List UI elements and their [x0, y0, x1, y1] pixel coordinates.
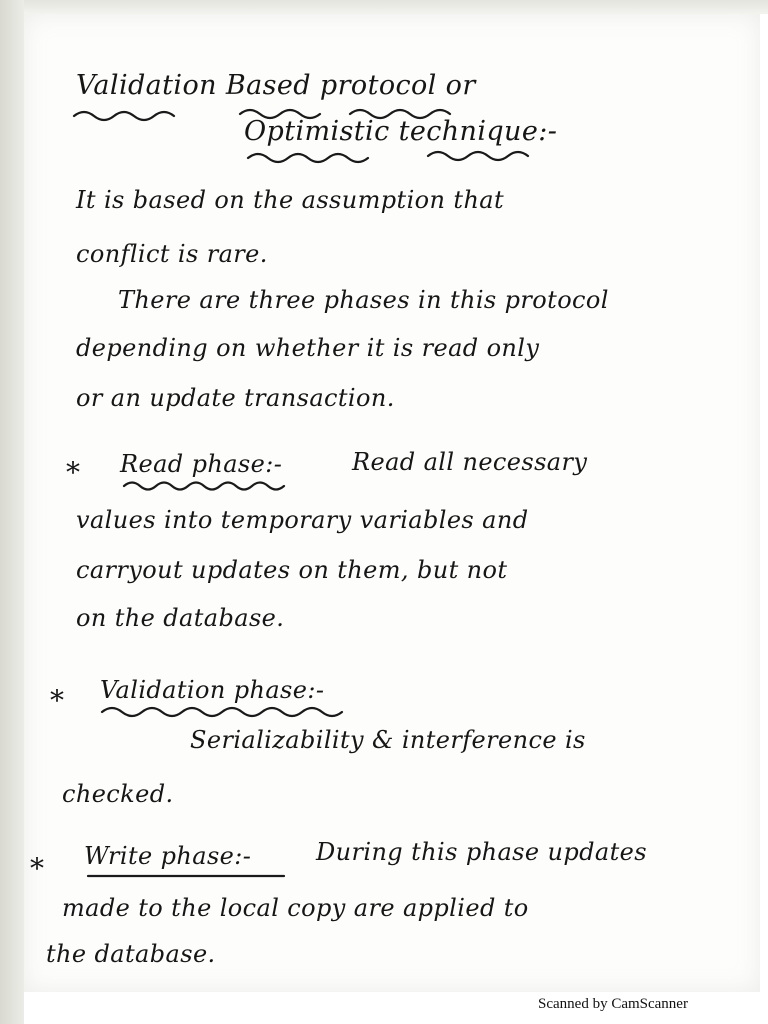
validation-phase-line-1: Serializability & interference is — [190, 726, 586, 754]
intro-line-4: depending on whether it is read only — [76, 334, 540, 362]
validation-phase-heading: Validation phase:- — [100, 676, 325, 704]
title-line-2: Optimistic technique:- — [244, 116, 558, 147]
title-underline-2 — [244, 150, 604, 170]
scan-top-edge — [0, 0, 768, 14]
validation-phase-underline — [98, 704, 358, 724]
read-phase-line-1: Read all necessary — [352, 448, 588, 476]
write-phase-heading: Write phase:- — [84, 842, 252, 870]
read-phase-underline — [120, 478, 300, 498]
write-phase-line-3: the database. — [46, 940, 216, 968]
camscanner-watermark: Scanned by CamScanner — [538, 996, 688, 1012]
read-phase-line-2: values into temporary variables and — [76, 506, 529, 534]
write-phase-underline — [84, 870, 294, 884]
write-phase-bullet: * — [30, 852, 45, 885]
read-phase-bullet: * — [66, 456, 81, 489]
intro-line-2: conflict is rare. — [76, 240, 268, 268]
title-line-1: Validation Based protocol or — [76, 70, 476, 101]
write-phase-line-2: made to the local copy are applied to — [62, 894, 529, 922]
intro-line-1: It is based on the assumption that — [76, 186, 505, 214]
read-phase-line-3: carryout updates on them, but not — [76, 556, 508, 584]
write-phase-line-1: During this phase updates — [316, 838, 647, 866]
intro-line-5: or an update transaction. — [76, 384, 395, 412]
validation-phase-line-2: checked. — [62, 780, 174, 808]
scan-left-edge — [0, 0, 24, 1024]
intro-line-3: There are three phases in this protocol — [118, 286, 609, 314]
read-phase-line-4: on the database. — [76, 604, 285, 632]
validation-phase-bullet: * — [50, 684, 65, 717]
read-phase-heading: Read phase:- — [120, 450, 283, 478]
